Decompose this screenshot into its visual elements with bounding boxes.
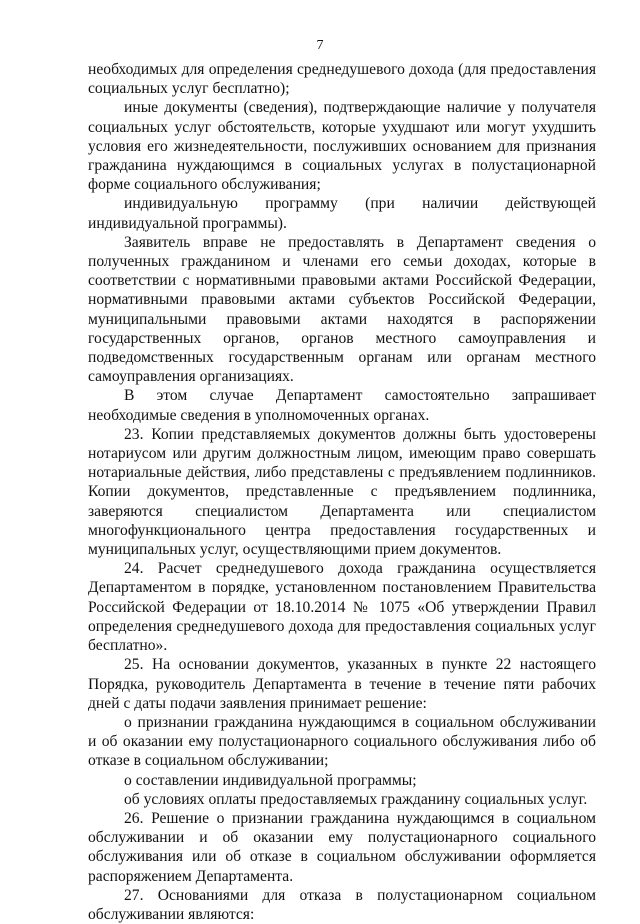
paragraph-other-documents: иные документы (сведения), подтверждающие наличие у получателя социальных услуг обстоятельств, которые ухудшают или могут ухудшить условия его жизнедеятельности, послуживших основанием для признания гражданина нуждающимся в социальных услугах в полустационарной форме социального обслуживания; [88,99,596,194]
paragraph-item-27: 27. Основаниями для отказа в полустационарном социальном обслуживании являются: [88,886,596,923]
paragraph-item-24: 24. Расчет среднедушевого дохода гражданина осуществляется Департаментом в порядке, установленном постановлением Правительства Российской Федерации от 18.10.2014 № 1075 «Об утверждении Правил определения среднедушевого дохода для предоставления социальных услуг бесплатно». [88,560,596,655]
paragraph-continuation: необходимых для определения среднедушевого дохода (для предоставления социальных услуг бесплатно); [88,61,596,98]
document-body [88,60,596,924]
paragraph-applicant-rights: Заявитель вправе не предоставлять в Департамент сведения о полученных гражданином и членами его семьи доходах, которые в соответствии с нормативными правовыми актами Российской Федерации, нормативными правовыми актами субъектов Российской Федерации, муниципальными правовыми актами находятся в распоряжении государственных органов, органов местного самоуправления и подведомственных государственным органам или органам местного самоуправления организациях. [88,233,596,386]
paragraph-department-request: В этом случае Департамент самостоятельно запрашивает необходимые сведения в уполномоченных органах. [88,387,596,424]
paragraph-decision-recognition: о признании гражданина нуждающимся в социальном обслуживании и об оказании ему полустационарного социального обслуживания либо об отказе в социальном обслуживании; [88,713,596,770]
paragraph-individual-program: индивидуальную программу (при наличии действующей индивидуальной программы). [88,195,596,232]
paragraph-decision-program: о составлении индивидуальной программы; [124,771,417,789]
page-number: 7 [316,38,324,53]
paragraph-item-23: 23. Копии представляемых документов должны быть удостоверены нотариусом или другим должностным лицом, имеющим право совершать нотариальные действия, либо представлены с предъявлением подлинников. Копии документов, представленные с предъявлением подлинника, заверяются специалистом Департамента или специалистом многофункционального центра предоставления государственных и муниципальных услуг, осуществляющими прием документов. [88,425,596,559]
paragraph-item-25: 25. На основании документов, указанных в пункте 22 настоящего Порядка, руководитель Департамента в течение в течение пяти рабочих дней с даты подачи заявления принимает решение: [88,656,596,712]
paragraph-item-26: 26. Решение о признании гражданина нуждающимся в социальном обслуживании и об оказании ему полустационарного социального обслуживания или об отказе в социальном обслуживании оформляется распоряжением Департамента. [88,809,596,885]
paragraph-decision-payment: об условиях оплаты предоставляемых гражданину социальных услуг. [124,790,588,808]
